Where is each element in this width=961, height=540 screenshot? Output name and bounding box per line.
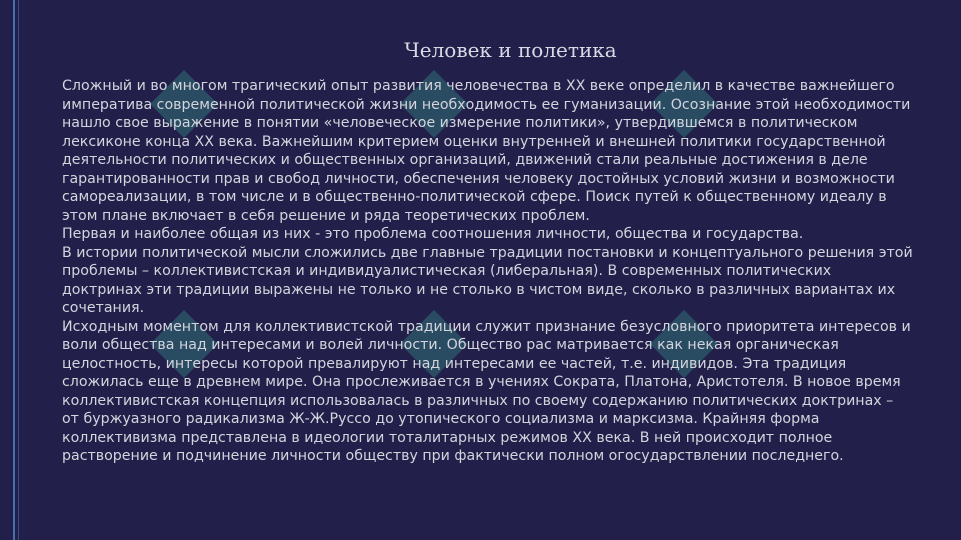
accent-line-thin [18,0,19,540]
slide-body [62,77,914,466]
paragraph: В истории политической мысли сложились две главные традиции постановки и концептуального решения этой проблемы – коллективистская и индивидуалистическая (либеральная). В современных политических доктринах эти традиции выражены не только и не столько в чистом виде, сколько в различных вариантах их сочетания. [62,244,913,316]
accent-line [13,0,15,540]
paragraph: Сложный и во многом трагический опыт развития человечества в XX веке определил в качестве важнейшего императива современной политической жизни необходимость ее гуманизации. Осознание этой необходимости нашло свое выражение в понятии «человеческое измерение политики», утвердившемся в политическом лексиконе конца XX века. Важнейшим критерием оценки внутренней и внешней политики государственной деятельности политических и общественных организаций, движений стали реальные достижения в деле гарантированности прав и свобод личности, обеспечения человеку достойных условий жизни и возможности самореализации, в том числе и в общественно-политической сфере. Поиск путей к общественному идеалу в этом плане включает в себя решение и ряда теоретических проблем. [62,78,911,224]
paragraph: Исходным моментом для коллективистской традиции служит признание безусловного приоритета интересов и воли общества над интересами и волей личности. Общество рас матривается как некая органическая целостность, интересы которой превалируют над интересами ее частей, т.е. индивидов. Эта традиция сложилась еще в древнем мире. Она прослеживается в учениях Сократа, Платона, Аристотеля. В новое время коллективистская концепция использовалась в различных по своему содержанию политических доктринах – от буржуазного радикализма Ж-Ж.Руссо до утопического социализма и марксизма. Крайняя форма коллективизма представлена в идеологии тоталитарных режимов XX века. В ней происходит полное растворение и подчинение личности обществу при фактически полном огосударствлении последнего. [62,318,911,464]
paragraph: Первая и наиболее общая из них - это проблема соотношения личности, общества и государства. [62,226,804,242]
slide-title: Человек и полетика [404,38,617,62]
